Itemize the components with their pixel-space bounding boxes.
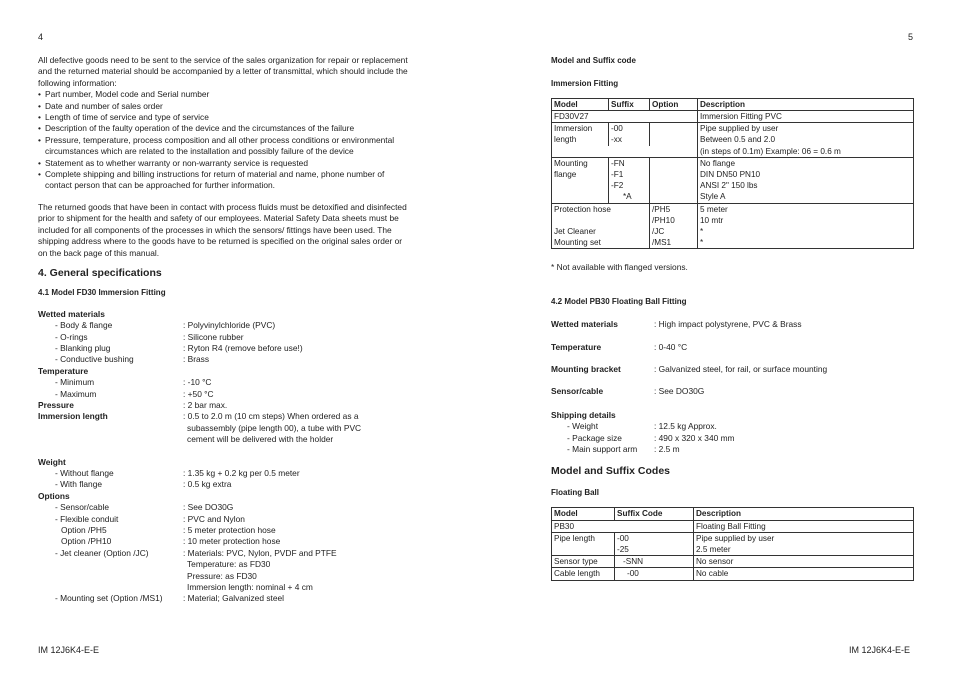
list-item: • Date and number of sales order — [38, 101, 408, 112]
table-row: PB30 Floating Ball Fitting — [552, 520, 914, 532]
spec-row: Temperature : 0-40 °C — [551, 341, 688, 352]
wetted-materials-label: Wetted materials — [38, 308, 105, 319]
spec-row: - Mounting set (Option /MS1) : Material; Galvanized steel — [55, 593, 285, 604]
options-label: Options — [38, 490, 70, 501]
spec-row: - Blanking plug : Ryton R4 (remove before use!) — [55, 342, 303, 353]
spec-row: - Jet cleaner (Option /JC) : Materials: PVC, Nylon, PVDF and PTFE — [55, 547, 337, 558]
table-row: Jet Cleaner /JC * — [552, 226, 914, 237]
spec-row: Temperature: as FD30 — [187, 559, 271, 570]
table-row: *A Style A — [552, 191, 914, 203]
returned-goods-paragraph: The returned goods that have been in contact with process fluids must be detoxified and disinfected prior to shipment for the health and safety of our employees. Material Safety Data sheets must be included for all components of the processes in which the sensors/ fittings have been used. The shipping address where to the goods have to be returned is specified on the original sales order or on the back page of this manual. — [38, 201, 407, 258]
right-page — [477, 0, 954, 677]
table-row: /PH10 10 mtr — [552, 215, 914, 226]
shipping-details-label: Shipping details — [551, 409, 616, 420]
floating-ball-table — [551, 507, 914, 580]
spec-row: Option /PH10 : 10 meter protection hose — [61, 536, 281, 547]
return-info-list — [38, 89, 408, 192]
pb-section-title: 4.2 Model PB30 Floating Ball Fitting — [551, 296, 687, 306]
list-item: • Pressure, temperature, process composition and all other process conditions or environmental circumstances which are related to the installation and possibly failure of the device — [38, 135, 408, 158]
immersion-fitting-table — [551, 98, 914, 250]
table-row: Cable length -00 No cable — [552, 568, 914, 580]
footer-right: IM 12J6K4-E-E — [849, 645, 911, 655]
spec-row: - O-rings : Silicone rubber — [55, 331, 244, 342]
spec-row: - Maximum : +50 °C — [55, 388, 214, 399]
table-row: Immersion -00 Pipe supplied by user — [552, 123, 914, 135]
table-row: Mounting -FN No flange — [552, 157, 914, 169]
table-header-row: Model Suffix Option Description — [552, 98, 914, 110]
page-number-left: 4 — [38, 32, 44, 42]
footnote: * Not available with flanged versions. — [551, 262, 688, 273]
table-row: flange -F1 DIN DN50 PN10 — [552, 169, 914, 180]
floating-ball-title: Floating Ball — [551, 487, 599, 497]
spec-row: Pressure: as FD30 — [187, 570, 257, 581]
spec-row: Immersion length : 0.5 to 2.0 m (10 cm steps) When ordered as a — [38, 411, 359, 422]
subsection-title: 4.1 Model FD30 Immersion Fitting — [38, 288, 166, 298]
spec-row: - Flexible conduit : PVC and Nylon — [55, 513, 245, 524]
spec-row: cement will be delivered with the holder — [187, 434, 334, 445]
weight-label: Weight — [38, 456, 66, 467]
list-item: • Complete shipping and billing instructions for return of material and name, phone number of contact person that can be approached for further information. — [38, 169, 408, 192]
page-number-right: 5 — [908, 32, 914, 42]
spec-row: - Package size : 490 x 320 x 340 mm — [567, 432, 735, 443]
spec-row: - Body & flange : Polyvinylchloride (PVC) — [55, 320, 276, 331]
intro-paragraph: All defective goods need to be sent to the service of the sales organization for repair or replacement and the returned material should be accompanied by a letter of transmittal, which should include the following information: — [38, 55, 408, 88]
table-row: Sensor type -SNN No sensor — [552, 556, 914, 568]
left-column — [38, 55, 408, 605]
model-suffix-title: Model and Suffix code — [551, 56, 636, 65]
spec-row: - With flange : 0.5 kg extra — [55, 479, 232, 490]
spec-row: - Sensor/cable : See DO30G — [55, 502, 234, 513]
right-column — [551, 55, 914, 581]
table-header-row: Model Suffix Code Description — [552, 508, 914, 520]
spec-row: - Main support arm : 2.5 m — [567, 444, 680, 455]
table-row: Pipe length -00 Pipe supplied by user — [552, 532, 914, 544]
spec-row: Immersion length: nominal + 4 cm — [187, 582, 313, 593]
immersion-fitting-title: Immersion Fitting — [551, 79, 619, 89]
table-row: -F2 ANSI 2" 150 lbs — [552, 180, 914, 191]
spec-row: - Without flange : 1.35 kg + 0.2 kg per 0.5 meter — [55, 468, 300, 478]
temperature-label: Temperature — [38, 365, 89, 376]
table-row: (in steps of 0.1m) Example: 06 = 0.6 m — [552, 146, 914, 158]
spec-row: - Weight : 12.5 kg Approx. — [567, 421, 717, 432]
spec-row: - Conductive bushing : Brass — [55, 354, 210, 365]
section-title: 4. General specifications — [38, 266, 162, 279]
spec-row: Wetted materials : High impact polystyrene, PVC & Brass — [551, 319, 802, 330]
table-row: -25 2.5 meter — [552, 544, 914, 556]
spec-row: Pressure : 2 bar max. — [38, 399, 228, 410]
spec-row: - Minimum : -10 °C — [55, 377, 212, 388]
table-row: Protection hose /PH5 5 meter — [552, 203, 914, 215]
list-item: • Description of the faulty operation of the device and the circumstances of the failure — [38, 123, 408, 134]
spec-row: Mounting bracket : Galvanized steel, for rail, or surface mounting — [551, 364, 828, 375]
table-row: Mounting set /MS1 * — [552, 237, 914, 249]
list-item: • Statement as to whether warranty or non-warranty service is requested — [38, 158, 408, 169]
footer-left: IM 12J6K4-E-E — [38, 645, 100, 655]
spec-row: subassembly (pipe length 00), a tube with PVC — [187, 422, 362, 433]
table-row: length -xx Between 0.5 and 2.0 — [552, 134, 914, 145]
spec-row: Sensor/cable : See DO30G — [551, 386, 705, 397]
table-row: FD30V27 Immersion Fitting PVC — [552, 111, 914, 123]
spec-row: Option /PH5 : 5 meter protection hose — [61, 525, 276, 536]
list-item: • Part number, Model code and Serial number — [38, 89, 408, 100]
list-item: • Length of time of service and type of service — [38, 112, 408, 123]
model-suffix-codes-title: Model and Suffix Codes — [551, 464, 671, 477]
